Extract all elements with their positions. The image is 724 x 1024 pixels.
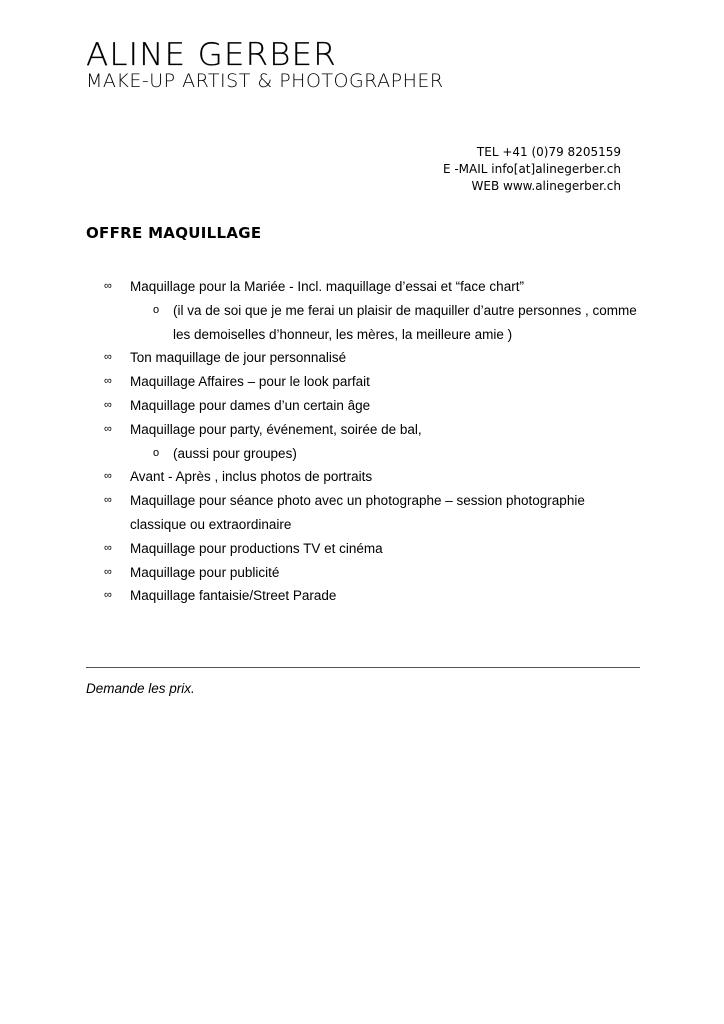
- item-text: Ton maquillage de jour personnalisé: [130, 350, 347, 366]
- brand-name: ALINE GERBER: [86, 37, 337, 73]
- footer-note: Demande les prix.: [86, 681, 195, 696]
- item-text: Maquillage Affaires – pour le look parfait: [130, 374, 370, 390]
- item-text: Maquillage pour dames d’un certain âge: [130, 397, 371, 413]
- list-item: [104, 394, 644, 418]
- bullet-marker: ∞: [104, 494, 112, 507]
- bullet-marker: ∞: [104, 280, 112, 292]
- bullet-marker: ∞: [104, 375, 112, 388]
- sub-list-item: [104, 299, 644, 347]
- list-item: [104, 489, 644, 537]
- contact-block: [443, 144, 621, 195]
- bullet-marker: ∞: [104, 351, 112, 364]
- list-item: [104, 465, 644, 489]
- sub-bullet-marker: o: [153, 446, 160, 459]
- sub-item-text: (il va de soi que je me ferai un plaisir de maquiller d’autre personnes , comme les demoiselles d’honneur, les mères, la meilleure amie ): [173, 302, 637, 342]
- brand-subtitle: MAKE-UP ARTIST & PHOTOGRAPHER: [86, 70, 444, 92]
- bullet-marker: ∞: [104, 470, 112, 483]
- list-item: [104, 346, 644, 370]
- contact-tel: TEL +41 (0)79 8205159: [476, 145, 621, 159]
- item-text: Avant - Après , inclus photos de portraits: [130, 469, 373, 485]
- contact-email: E -MAIL info[at]alinegerber.ch: [442, 162, 621, 176]
- item-text: Maquillage pour party, événement, soirée de bal,: [130, 421, 422, 437]
- list-item: [104, 418, 644, 442]
- contact-web: WEB www.alinegerber.ch: [471, 179, 621, 193]
- divider: [86, 667, 640, 668]
- letterhead: [86, 37, 444, 92]
- list-item: [104, 370, 644, 394]
- bullet-marker: ∞: [104, 541, 112, 554]
- item-text: Maquillage pour productions TV et cinéma: [130, 540, 383, 556]
- list-item: [104, 275, 644, 299]
- list-item: [104, 537, 644, 561]
- offer-list: [104, 275, 644, 608]
- item-text: Maquillage pour publicité: [130, 564, 280, 580]
- bullet-marker: ∞: [104, 565, 112, 578]
- sub-list-item: [104, 442, 644, 466]
- sub-item-text: (aussi pour groupes): [173, 445, 297, 461]
- bullet-marker: ∞: [104, 398, 112, 411]
- bullet-marker: ∞: [104, 589, 112, 602]
- item-text: Maquillage pour séance photo avec un photographe – session photographie classique ou extraordinaire: [130, 493, 585, 532]
- sub-bullet-marker: o: [153, 303, 160, 316]
- section-title: OFFRE MAQUILLAGE: [86, 224, 262, 242]
- list-item: [104, 584, 644, 608]
- bullet-marker: ∞: [104, 422, 112, 435]
- item-text: Maquillage fantaisie/Street Parade: [130, 588, 337, 604]
- list-item: [104, 561, 644, 585]
- item-text: Maquillage pour la Mariée - Incl. maquillage d’essai et “face chart”: [130, 279, 524, 294]
